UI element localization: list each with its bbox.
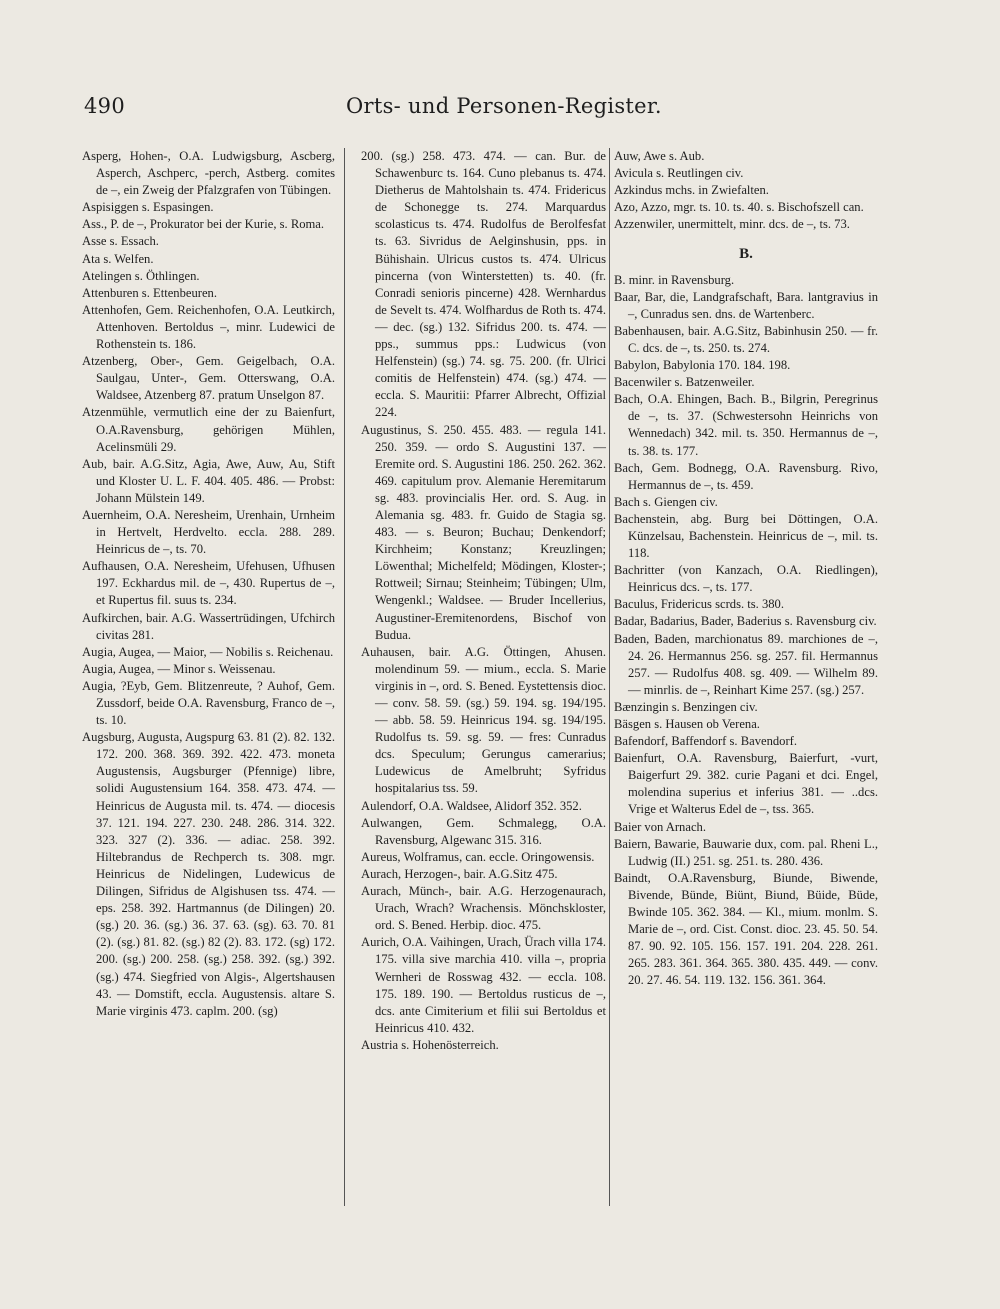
index-entry: Aub, bair. A.G.Sitz, Agia, Awe, Auw, Au, Stift und Kloster U. L. F. 404. 405. 486. — Probst: Johann Mülstein 149.	[82, 456, 335, 505]
index-column-3	[614, 148, 878, 990]
index-entry: Auhausen, bair. A.G. Öttingen, Ahusen. molendinum 59. — mium., eccla. S. Marie virginis in –, ord. S. Bened. Eystettensis dioc. — conv. 58. 59. (sg.) 59. 194. sg. 194/195. — abb. 58. 59. Heinricus 194. sg. 194/195. Rudolfus ts. 59. sg. 59. — fres: Cunradus dcs. Speculum; Gerungus camerarius; Ludewicus de Amelbruht; Syfridus hospitalarius tss. 59.	[361, 644, 606, 796]
index-entry: Bafendorf, Baffendorf s. Bavendorf.	[614, 734, 798, 749]
index-entry: Bach, O.A. Ehingen, Bach. B., Bilgrin, Peregrinus de –, ts. 37. (Schwestersohn Heinrichs von Wennedach) 342. mil. ts. 350. Hermannus de –, ts. 38. ts. 177.	[614, 392, 878, 458]
index-entry: Attenhofen, Gem. Reichenhofen, O.A. Leutkirch, Attenhoven. Bertoldus –, minr. Ludewici de Rothenstein ts. 186.	[82, 302, 335, 352]
index-entry: Bachenstein, abg. Burg bei Döttingen, O.A. Künzelsau, Bachenstein. Heinricus de –, mil. ts. 118.	[614, 511, 878, 561]
index-entry: Bacenwiler s. Batzenweiler.	[614, 375, 755, 390]
index-entry: Ata s. Welfen.	[82, 251, 154, 266]
index-entry: Atelingen s. Öthlingen.	[82, 268, 200, 283]
index-entry: Attenburen s. Ettenbeuren.	[82, 285, 217, 300]
index-entry: Aureus, Wolframus, can. eccle. Oringowensis.	[361, 849, 595, 864]
column-divider	[344, 148, 345, 1206]
index-entry: B. minr. in Ravensburg.	[614, 272, 735, 287]
index-entry: Auw, Awe s. Aub.	[614, 149, 705, 163]
page-title: Orts- und Personen-Register.	[346, 94, 662, 118]
index-column-1	[82, 148, 335, 1020]
index-entry: Baden, Baden, marchionatus 89. marchiones de –, 24. 26. Hermannus 256. sg. 257. fil. Hermannus 257. — Rudolfus 408. sg. 409. — Wilhelm 89. — minrlis. de –, Reinhart Kime 257. (sg.) 257.	[614, 631, 878, 697]
index-column-2	[361, 148, 606, 1054]
index-entry: Augia, Augea, — Minor s. Weissenau.	[82, 661, 276, 676]
index-entry: Atzenberg, Ober-, Gem. Geigelbach, O.A. Saulgau, Unter-, Gem. Otterswang, O.A. Waldsee, Atzenberg 87. pratum Unselgon 87.	[82, 354, 335, 403]
index-entry: Augustinus, S. 250. 455. 483. — regula 141. 250. 359. — ordo S. Augustini 137. — Eremite ord. S. Augustini 186. 250. 262. 362. 469. capitulum prov. Alemanie Heremitarum sg. 483. provincialis Her. ord. S. Aug. in Alemania sg. 483. fr. Guido de Stagia sg. 483. — s. Beuron; Buchau; Denkendorf; Kirchheim; Konstanz; Kreuzlingen; Löwenthal; Michelfeld; Mödingen, Kloster-; Rottweil; Sirnau; Steinheim; Tübingen; Ulm, Wengenkl.; Waldsee. — Bruder Incellerius, Augustiner-Eremitenordens, Bischof von Budua.	[361, 422, 606, 642]
index-entry: Bænzingin s. Benzingen civ.	[614, 699, 758, 714]
index-entry: Austria s. Hohenösterreich.	[361, 1037, 499, 1052]
index-entry: Aulendorf, O.A. Waldsee, Alidorf 352. 352.	[361, 798, 582, 813]
index-entry: Badar, Badarius, Bader, Baderius s. Ravensburg civ.	[614, 614, 877, 629]
index-entry: Aulwangen, Gem. Schmalegg, O.A. Ravensburg, Algewanc 315. 316.	[361, 815, 606, 847]
index-entry: Babylon, Babylonia 170. 184. 198.	[614, 358, 791, 373]
index-entry: Azo, Azzo, mgr. ts. 10. ts. 40. s. Bischofszell can.	[614, 200, 864, 215]
index-entry: Baier von Arnach.	[614, 819, 706, 834]
index-entry: Baindt, O.A.Ravensburg, Biunde, Biwende, Bivende, Bünde, Biünt, Biund, Büide, Büde, Bwinde 105. 362. 384. — Kl., mium. monlm. S. Marie de –, ord. Cist. Const. dioc. 23. 45. 50. 54. 87. 90. 92. 105. 156. 157. 191. 204. 228. 261. 265. 283. 361. 364. 365. 380. 435. 449. — conv. 20. 27. 46. 54. 119. 132. 156. 361. 364.	[614, 870, 878, 988]
index-entry: Bach s. Giengen civ.	[614, 494, 718, 509]
index-entry: Ass., P. de –, Prokurator bei der Kurie, s. Roma.	[82, 217, 325, 232]
index-entry: Bachritter (von Kanzach, O.A. Riedlingen), Heinricus dcs. –, ts. 177.	[614, 563, 878, 595]
index-entry: Bach, Gem. Bodnegg, O.A. Ravensburg. Rivo, Hermannus de –, ts. 459.	[614, 460, 878, 492]
index-entry: Aspisiggen s. Espasingen.	[82, 200, 214, 215]
index-entry: Azzenwiler, unermittelt, minr. dcs. de –, ts. 73.	[614, 217, 850, 232]
index-entry: Auernheim, O.A. Neresheim, Urenhain, Urnheim in Hertvelt, Herdvelto. eccla. 288. 289. Heinricus de –, ts. 70.	[82, 507, 335, 557]
index-entry: Aufhausen, O.A. Neresheim, Ufehusen, Ufhusen 197. Eckhardus mil. de –, 430. Rupertus de –, et Rupertus fil. suus ts. 234.	[82, 559, 335, 608]
index-entry: Atzenmühle, vermutlich eine der zu Baienfurt, O.A.Ravensburg, gehörigen Mühlen, Acelinsmüli 29.	[82, 405, 335, 454]
index-entry: Aurach, Herzogen-, bair. A.G.Sitz 475.	[361, 866, 558, 881]
page-number: 490	[84, 94, 125, 118]
index-entry: Baienfurt, O.A. Ravensburg, Baierfurt, -vurt, Baigerfurt 29. 382. curie Pagani et dci. Engel, molendina superius et inferius 381. — ..dcs. Vrige et Walterus Edel de –, tss. 365.	[614, 751, 878, 817]
index-entry: Baar, Bar, die, Landgrafschaft, Bara. lantgravius in –, Cunradus sen. dns. de Wartenberc.	[614, 289, 878, 321]
section-heading: B.	[739, 246, 753, 263]
index-entry: Augia, Augea, — Maior, — Nobilis s. Reichenau.	[82, 644, 334, 659]
index-entry: Babenhausen, bair. A.G.Sitz, Babinhusin 250. — fr. C. dcs. de –, ts. 250. ts. 274.	[614, 323, 878, 355]
index-entry: Asse s. Essach.	[82, 234, 159, 249]
index-entry: 200. (sg.) 258. 473. 474. — can. Bur. de Schawenburc ts. 164. Cuno plebanus ts. 474. Dietherus de Mahtolshain ts. 474. Fridericus de Schonegge ts. 274. Marquardus scolasticus ts. 474. Rudolfus de Berolfesfat ts. 63. Sivridus de Aelginshusin, pps. in Bühishain. Ulricus custos ts. 474. Ulricus pincerna (von Winterstetten) ts. 40. (fr. Conradi senioris pincerne) 428. Wernhardus de Sevelt ts. 474. Wolfhardus de Roth ts. 474. — dec. (sg.) 132. Sifridus 200. ts. 474. — pps., summus pps.: Ludwicus (von Helfenstein) (sg.) 74. sg. 75. 200. (fr. Ulrici comitis de Helfenstein) 474. (sg.) 474. — eccla. S. Mauritii: Pfarrer Albrecht, Offizial 224.	[361, 149, 606, 420]
index-entry: Aurach, Münch-, bair. A.G. Herzogenaurach, Urach, Wrach? Wrachensis. Mönchskloster, ord. S. Bened. Herbip. dioc. 475.	[361, 884, 606, 933]
index-entry: Aufkirchen, bair. A.G. Wassertrüdingen, Ufchirch civitas 281.	[82, 610, 335, 642]
index-entry: Avicula s. Reutlingen civ.	[614, 166, 744, 181]
index-entry: Augsburg, Augusta, Augspurg 63. 81 (2). 82. 132. 172. 200. 368. 369. 392. 422. 473. moneta Augustensis, Augsburger (Pfennige) libre, solidi Augustensium 164. 358. 473. 474. — Heinricus de Augusta mil. ts. 474. — diocesis 37. 121. 194. 227. 230. 248. 286. 314. 322. 323. 327 (2). 336. — adiac. 258. 392. Hiltebrandus de Rechperch ts. 308. mgr. Heinricus de Nidelingen, Ludewicus de Dilingen, Sifridus de Algishusen tss. 474. — eps. 258. 392. Hartmannus (de Dilingen) 20. (sg.) 20. 36. (sg.) 36. 37. 63. (sg). 63. 70. 81 (2). (sg.) 81. 82. (sg.) 82 (2). 83. 172. (sg) 172. 200. (sg.) 200. 258. (sg.) 258. 392. (sg.) 392. (sg.) 474. Siegfried von Algis-, Algertshausen 43. — Domstift, eccla. Augustensis. altare S. Marie virginis 473. caplm. 200. (sg)	[82, 730, 335, 1018]
index-entry: Baculus, Fridericus scrds. ts. 380.	[614, 597, 784, 612]
index-entry: Azkindus mchs. in Zwiefalten.	[614, 183, 769, 198]
index-entry: Asperg, Hohen-, O.A. Ludwigsburg, Ascberg, Asperch, Aschperc, -perch, Astberg. comites de –, ein Zweig der Pfalzgrafen von Tübingen.	[82, 149, 335, 198]
index-entry: Baiern, Bawarie, Bauwarie dux, com. pal. Rheni L., Ludwig (II.) 251. sg. 251. ts. 280. 436.	[614, 836, 878, 868]
column-divider	[609, 148, 610, 1206]
index-entry: Augia, ?Eyb, Gem. Blitzenreute, ? Auhof, Gem. Zussdorf, beide O.A. Ravensburg, Franco de –, ts. 10.	[82, 678, 335, 728]
index-entry: Aurich, O.A. Vaihingen, Urach, Ürach villa 174. 175. villa sive marchia 410. villa –, propria Wernheri de Rosswag 432. — eccla. 108. 175. 189. 190. — Bertoldus rusticus de –, dcs. ante Cimiterium et filii sui Bertoldus et Heinricus 410. 432.	[361, 935, 606, 1035]
index-entry: Bäsgen s. Hausen ob Verena.	[614, 717, 760, 731]
